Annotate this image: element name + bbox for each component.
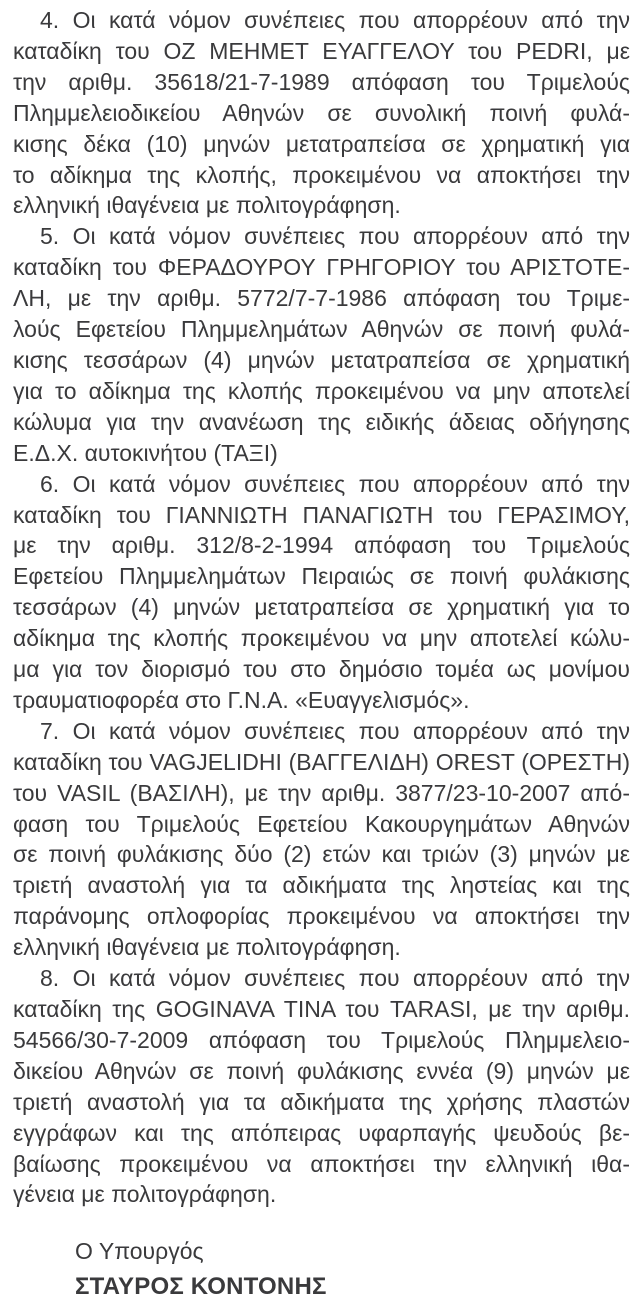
signature-role: Ο Υπουργός — [75, 1238, 204, 1265]
text-line: ΛΗ, με την αριθμ. 5772/7-7-1986 απόφαση του Τριμε- — [13, 285, 630, 312]
signature-block — [13, 1236, 630, 1302]
text-line: τραυματιοφορέα στο Γ.Ν.Α. «Ευαγγελισμός». — [13, 686, 470, 713]
text-line: καταδίκη του ΓΙΑΝΝΙΩΤΗ ΠΑΝΑΓΙΩΤΗ του ΓΕΡΑΣΙΜΟΥ, — [13, 501, 630, 528]
text-line: φαση του Τριμελούς Εφετείου Κακουργημάτων Αθηνών — [13, 810, 630, 837]
text-line: 7. Οι κατά νόμον συνέπειες που απορρέουν από την — [40, 717, 630, 744]
text-line: του VASIL (ΒΑΣΙΛΗ), με την αριθμ. 3877/23-10-2007 από- — [13, 779, 630, 806]
text-line: Πλημμελειοδικείου Αθηνών σε συνολική ποινή φυλά- — [13, 99, 630, 126]
text-line: τριετή αναστολή για τα αδικήματα της ληστείας και της — [13, 872, 630, 899]
text-line: 5. Οι κατά νόμον συνέπειες που απορρέουν από την — [40, 223, 630, 250]
text-line: Εφετείου Πλημμελημάτων Πειραιώς σε ποινή φυλάκισης — [13, 563, 630, 590]
text-line: μα για τον διορισμό του στο δημόσιο τομέα ως μονίμου — [13, 656, 630, 683]
text-line: αδίκημα της κλοπής προκειμένου να μην αποτελεί κώλυ- — [13, 625, 630, 652]
text-line: 54566/30-7-2009 απόφαση του Τριμελούς Πλημμελειο- — [13, 1026, 630, 1053]
text-line: καταδίκη του VAGJELIDHI (ΒΑΓΓΕΛΙΔΗ) OREST (ΟΡΕΣΤΗ) — [13, 748, 630, 775]
text-line: ελληνική ιθαγένεια με πολιτογράφηση. — [13, 192, 401, 219]
text-line: 6. Οι κατά νόμον συνέπειες που απορρέουν από την — [40, 470, 630, 497]
text-line: με την αριθμ. 312/8-2-1994 απόφαση του Τριμελούς — [13, 532, 630, 559]
text-line: σε ποινή φυλάκισης δύο (2) ετών και τριών (3) μηνών με — [13, 841, 630, 868]
text-line: εγγράφων και της απόπειρας υφαρπαγής ψευδούς βε- — [13, 1119, 630, 1146]
paragraph — [13, 716, 630, 963]
text-line: 8. Οι κατά νόμον συνέπειες που απορρέουν από την — [40, 965, 630, 992]
text-line: ελληνική ιθαγένεια με πολιτογράφηση. — [13, 934, 401, 961]
text-line: παράνομης οπλοφορίας προκειμένου να αποκτήσει την — [13, 903, 630, 930]
paragraph — [13, 221, 630, 468]
text-line: για το αδίκημα της κλοπής προκειμένου να μην αποτελεί — [13, 377, 630, 404]
text-line: λούς Εφετείου Πλημμελημάτων Αθηνών σε ποινή φυλά- — [13, 316, 630, 343]
signature-name: ΣΤΑΥΡΟΣ ΚΟΝΤΟΝΗΣ — [75, 1273, 327, 1301]
text-line: 4. Οι κατά νόμον συνέπειες που απορρέουν από την — [40, 7, 630, 33]
text-line: καταδίκη του ΦΕΡΑΔΟΥΡΟΥ ΓΡΗΓΟΡΙΟΥ του ΑΡΙΣΤΟΤΕ- — [13, 254, 630, 281]
text-line: καταδίκη του ΟΖ ΜΕΗΜΕΤ ΕΥΑΓΓΕΛΟΥ του PEDRI, με — [13, 37, 630, 64]
paragraph — [13, 963, 630, 1210]
paragraph — [13, 5, 630, 221]
text-line: τεσσάρων (4) μηνών μετατραπείσα σε χρηματική για το — [13, 594, 630, 621]
text-line: το αδίκημα της κλοπής, προκειμένου να αποκτήσει την — [13, 161, 630, 188]
text-line: κισης τεσσάρων (4) μηνών μετατραπείσα σε χρηματική — [13, 346, 630, 373]
text-line: κισης δέκα (10) μηνών μετατραπείσα σε χρηματική για — [13, 130, 630, 157]
text-line: κώλυμα για την ανανέωση της ειδικής άδειας οδήγησης — [13, 408, 630, 435]
paragraph — [13, 469, 630, 716]
text-line: βαίωσης προκειμένου να αποκτήσει την ελληνική ιθα- — [13, 1150, 630, 1177]
text-line: γένεια με πολιτογράφηση. — [13, 1181, 277, 1208]
text-line: την αριθμ. 35618/21-7-1989 απόφαση του Τριμελούς — [13, 68, 630, 95]
text-line: τριετή αναστολή για τα αδικήματα της χρήσης πλαστών — [13, 1088, 630, 1115]
text-line: καταδίκη της GOGINAVA TINA του TARASI, με την αριθμ. — [13, 996, 630, 1022]
paragraphs-container — [13, 5, 630, 1210]
text-line: δικείου Αθηνών σε ποινή φυλάκισης εννέα (9) μηνών με — [13, 1057, 630, 1084]
text-line: Ε.Δ.Χ. αυτοκινήτου (ΤΑΞΙ) — [13, 439, 278, 466]
